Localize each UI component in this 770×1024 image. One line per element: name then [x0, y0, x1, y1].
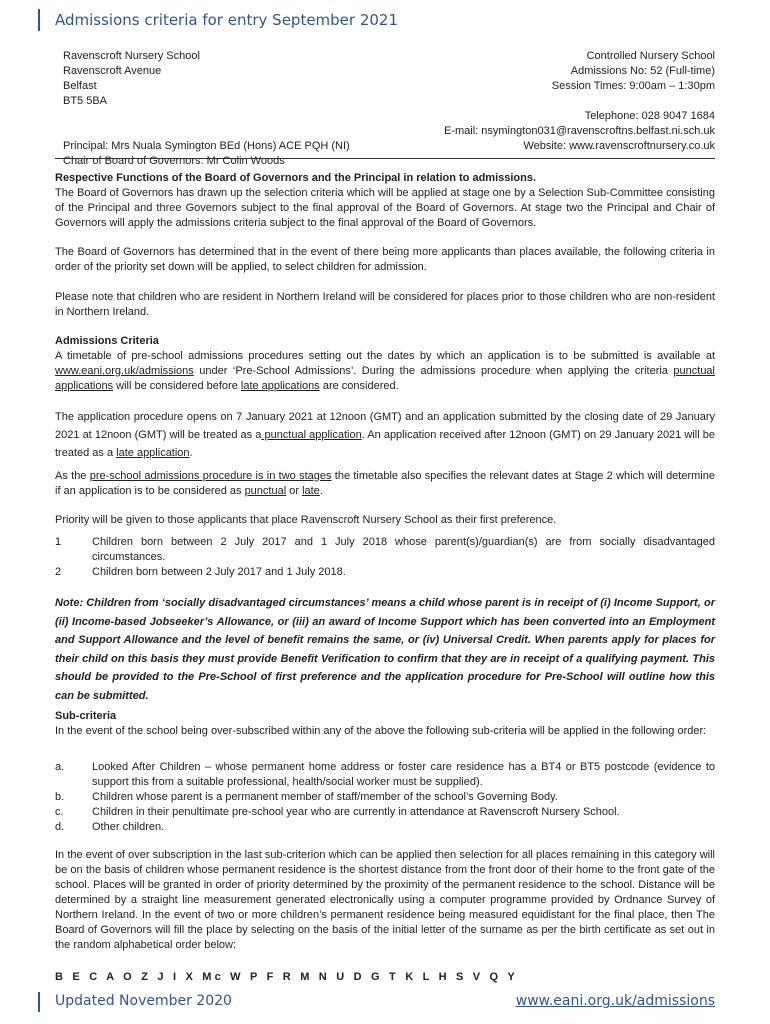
footer-admissions-link[interactable]: www.eani.org.uk/admissions — [515, 993, 715, 1009]
list-letter: a. — [55, 761, 65, 773]
address-city: Belfast — [63, 80, 97, 92]
address-street: Ravenscroft Avenue — [63, 65, 162, 77]
school-name: Ravenscroft Nursery School — [63, 50, 200, 62]
criteria-heading: Admissions Criteria — [55, 335, 159, 347]
list-letter: b. — [55, 791, 65, 803]
admissions-number: Admissions No: 52 (Full-time) — [570, 65, 715, 77]
list-item — [55, 535, 715, 565]
punctual-applications-term: punctual applications — [55, 365, 715, 392]
criteria-text: will be considered before — [113, 380, 241, 392]
functions-heading: Respective Functions of the Board of Governors and the Principal in relation to admissions. — [55, 172, 537, 184]
list-item — [55, 820, 715, 835]
criteria-text: under ‘Pre-School Admissions’. During the admissions procedure when applying the criteria — [193, 365, 674, 377]
list-item — [55, 805, 715, 820]
criteria-text: or — [286, 485, 303, 497]
sub-criteria-intro: In the event of the school being over-subscribed within any of the above the following sub-criteria will be applied in the following order: — [55, 725, 707, 737]
updated-date: Updated November 2020 — [55, 993, 232, 1009]
criteria-paragraph-2 — [55, 408, 715, 462]
page-title: Admissions criteria for entry September 2021 — [55, 11, 399, 29]
principal-line: Principal: Mrs Nuala Symington BEd (Hons) ACE PQH (NI) — [63, 140, 350, 152]
random-alphabet-order: B E C A O Z J I X Mc W P F R M N U D G T K L H S V Q Y — [55, 971, 518, 983]
late-application-term: late application — [116, 447, 190, 459]
criteria-paragraph-3 — [55, 469, 715, 499]
list-text: Looked After Children – whose permanent home address or foster care residence has a BT4 or BT5 postcode (evidence to support this from a suitable professional, health/social worker must be supplied). — [92, 761, 715, 788]
two-stages-term: pre-school admissions procedure is in two stages — [89, 470, 332, 482]
email-link[interactable]: E-mail: nsymington031@ravenscroftns.belfast.ni.sch.uk — [443, 125, 715, 137]
criteria-text: . — [319, 485, 323, 497]
criteria-text: A timetable of pre-school admissions procedures setting out the dates by which an application is to be submitted is available at — [55, 350, 715, 362]
school-type: Controlled Nursery School — [586, 50, 715, 62]
late-applications-term: late applications — [240, 380, 320, 392]
list-letter: d. — [55, 821, 65, 833]
session-times: Session Times: 9:00am – 1:30pm — [551, 80, 715, 92]
functions-paragraph-3: Please note that children who are resident in Northern Ireland will be considered for places prior to those children who are non-resident in Northern Ireland. — [55, 291, 715, 318]
school-contact — [444, 49, 715, 154]
criteria-text: . — [189, 447, 193, 459]
criteria-section — [55, 334, 715, 394]
list-text: Children born between 2 July 2017 and 1 July 2018. — [92, 566, 346, 578]
sub-criteria-heading: Sub-criteria — [55, 710, 117, 722]
list-number: 2 — [55, 566, 62, 578]
sub-criteria-section — [55, 709, 715, 739]
functions-paragraph-1: The Board of Governors has drawn up the selection criteria which will be applied at stage one by a Selection Sub-Committee consisting of the Principal and three Governors subject to the final approval of the Board of Governors. At stage two the Principal and Chair of Governors will apply the admissions criteria subject to the final approval of the Board of Governors. — [55, 187, 715, 229]
list-text: Children whose parent is a permanent member of staff/member of the school’s Governing Body. — [92, 791, 558, 803]
list-text: Children in their penultimate pre-school year who are currently in attendance at Ravenscroft Nursery School. — [92, 806, 620, 818]
list-item — [55, 790, 715, 805]
criteria-text: the timetable also specifies the relevant dates at Stage 2 which will determine if an application is to be considered as — [55, 470, 715, 497]
oversubscription-paragraph: In the event of over subscription in the last sub-criterion which can be applied then selection for all places remaining in this category will be on the basis of children whose permanent residence is the shortest distance from the front door of their home to the front gate of the school. Places will be granted in order of priority determined by the proximity of the permanent residence to the school. Distance will be determined by a straight line measurement generated electronically using a computer programme provided by Ordnance Survey of Northern Ireland. In the event of two or more children’s permanent residence being measured equidistant for the final place, then The Board of Governors will fill the place by selecting on the basis of the initial letter of the surname as per the birth certificate as set out in the random alphabetical order below: — [55, 849, 715, 951]
footer-accent-bar — [38, 992, 40, 1012]
criteria-text: . An application received after 12noon (GMT) on 29 January 2021 will be treated as a — [55, 429, 715, 459]
chair-line: Chair of Board of Governors: Mr Colin Woods — [63, 155, 285, 167]
sub-criteria-list — [55, 760, 715, 835]
list-letter: c. — [55, 806, 64, 818]
header-divider — [55, 158, 715, 159]
website-link[interactable]: Website: www.ravenscroftnursery.co.uk — [523, 140, 715, 152]
telephone: Telephone: 028 9047 1684 — [584, 110, 715, 122]
list-text: Children born between 2 July 2017 and 1 July 2018 whose parent(s)/guardian(s) are from socially disadvantaged circumstances. — [92, 536, 715, 563]
list-item — [55, 760, 715, 790]
criteria-list — [55, 535, 715, 580]
eani-admissions-link[interactable]: www.eani.org.uk/admissions — [55, 365, 194, 377]
priority-statement: Priority will be given to those applicants that place Ravenscroft Nursery School as their first preference. — [55, 514, 557, 526]
list-text: Other children. — [92, 821, 165, 833]
criteria-text: The application procedure opens on 7 January 2021 at 12noon (GMT) and an application submitted by the closing date of 29 January 2021 at 12noon (GMT) will be treated as a — [55, 411, 715, 441]
criteria-text: As the — [55, 470, 90, 482]
note-paragraph: Note: Children from ‘socially disadvantaged circumstances’ means a child whose parent is in receipt of (i) Income Support, or (ii) Income-based Jobseeker’s Allowance, or (iii) an award of Income Support which has been converted into an Employment and Support Allowance and the level of benefit remains the same, or (iv) Universal Credit. When parents apply for places for their child on this basis they must provide Benefit Verification to confirm that they are in receipt of a qualifying payment. This should be provided to the Pre-School of first preference and the application procedure for Pre-School will outline how this can be submitted. — [55, 597, 715, 702]
punctual-term: punctual — [244, 485, 287, 497]
header-accent-bar — [38, 9, 40, 31]
functions-section — [55, 171, 715, 231]
address-postcode: BT5 5BA — [63, 95, 108, 107]
punctual-application-term: punctual application — [261, 429, 362, 441]
criteria-text: are considered. — [319, 380, 399, 392]
school-address — [63, 49, 350, 169]
criteria-paragraph-1 — [55, 349, 715, 394]
functions-paragraph-2: The Board of Governors has determined that in the event of there being more applicants than places available, the following criteria in order of the priority set down will be applied, to select children for admission. — [55, 246, 715, 273]
late-term: late — [302, 485, 320, 497]
list-item — [55, 565, 715, 580]
list-number: 1 — [55, 536, 62, 548]
